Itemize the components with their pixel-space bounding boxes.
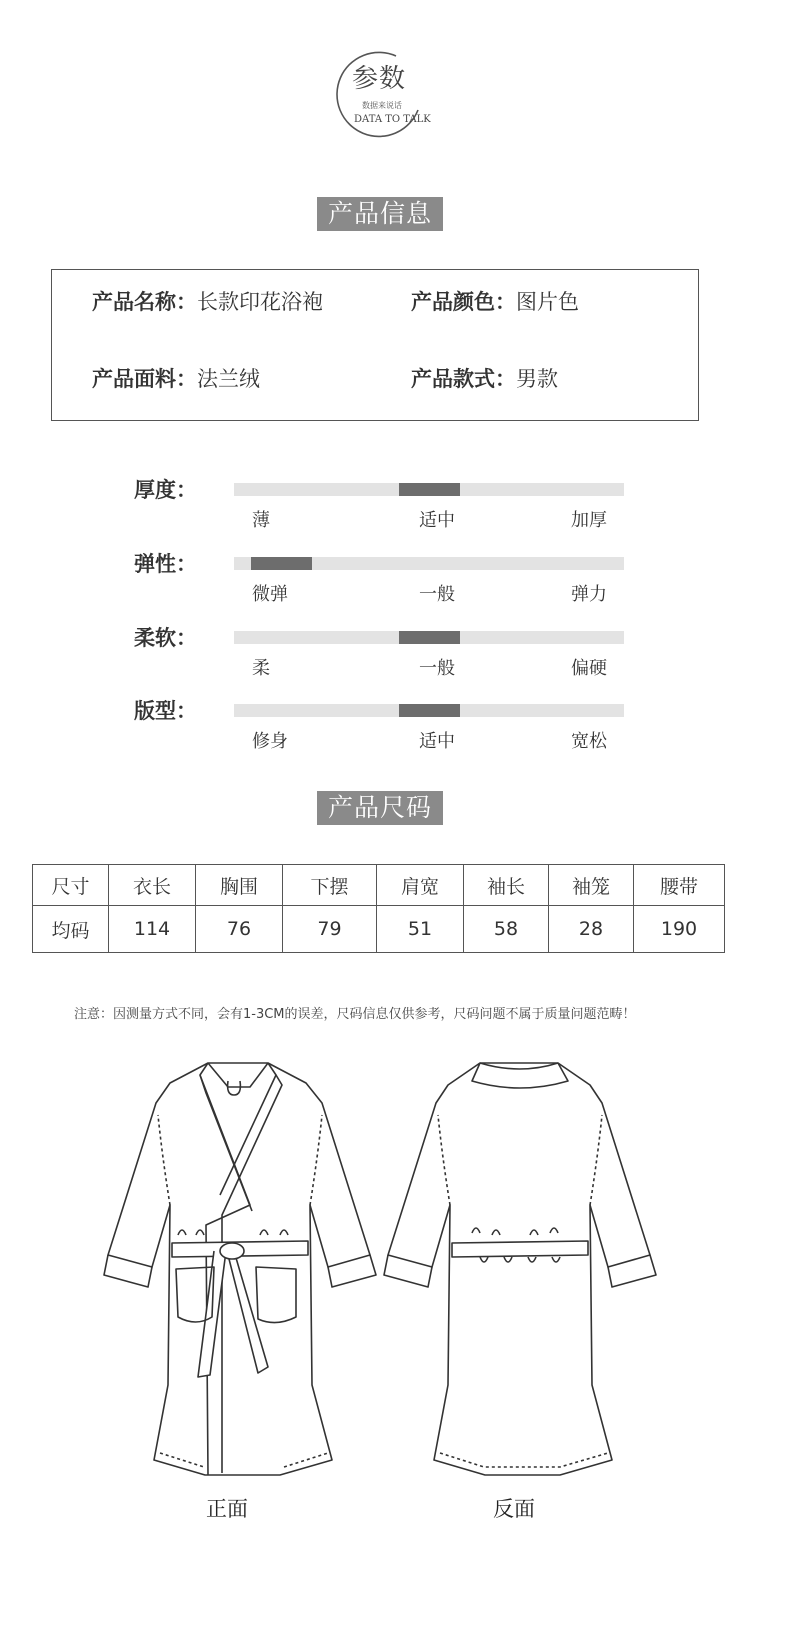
attr-track — [234, 631, 624, 644]
table-cell: 58 — [464, 906, 549, 953]
attr-option-high: 加厚 — [571, 510, 607, 531]
product-fabric-key: 产品面料： — [92, 367, 197, 391]
measurement-note: 注意：因测量方式不同，会有1-3CM的误差，尺码信息仅供参考，尺码问题不属于质量问题范畴！ — [74, 1007, 636, 1022]
attr-option-high: 弹力 — [571, 584, 607, 605]
table-header-row — [33, 865, 725, 906]
table-row — [33, 906, 725, 953]
product-name — [92, 286, 323, 316]
table-cell: 79 — [283, 906, 377, 953]
attr-option-low: 柔 — [252, 658, 270, 679]
table-header-cell: 袖笼 — [549, 865, 634, 906]
attr-label: 版型： — [134, 699, 197, 723]
attr-track — [234, 483, 624, 496]
attr-option-mid: 一般 — [419, 658, 455, 679]
product-name-key: 产品名称： — [92, 290, 197, 314]
brand-logo — [334, 48, 431, 138]
attr-label: 厚度： — [134, 478, 197, 502]
table-cell: 51 — [377, 906, 464, 953]
robe-back-illustration — [380, 1055, 660, 1485]
table-cell: 190 — [634, 906, 725, 953]
table-header-cell: 胸围 — [196, 865, 283, 906]
attr-option-mid: 一般 — [419, 584, 455, 605]
table-header-cell: 下摆 — [283, 865, 377, 906]
attr-label: 弹性： — [134, 552, 197, 576]
product-color-key: 产品颜色： — [411, 290, 516, 314]
product-style-value: 男款 — [516, 367, 558, 391]
table-header-cell: 袖长 — [464, 865, 549, 906]
attr-option-low: 修身 — [252, 731, 288, 752]
attr-level-fill — [399, 483, 460, 496]
attr-option-low: 薄 — [252, 510, 270, 531]
table-cell: 28 — [549, 906, 634, 953]
table-header-cell: 尺寸 — [33, 865, 109, 906]
table-cell: 均码 — [33, 906, 109, 953]
attr-level-fill — [399, 704, 460, 717]
attr-label: 柔软： — [134, 626, 197, 650]
attr-level-fill — [399, 631, 460, 644]
product-color-value: 图片色 — [516, 290, 579, 314]
attr-track — [234, 704, 624, 717]
robe-front-illustration — [100, 1055, 380, 1485]
size-table — [32, 864, 725, 953]
logo-title: 参数 — [351, 64, 406, 94]
product-style-key: 产品款式： — [411, 367, 516, 391]
product-info-box — [51, 269, 699, 421]
table-header-cell: 衣长 — [109, 865, 196, 906]
product-fabric-value: 法兰绒 — [197, 367, 260, 391]
logo-subtitle-en: DATA TO TALK — [354, 114, 431, 125]
product-fabric — [92, 363, 260, 393]
product-name-value: 长款印花浴袍 — [197, 290, 323, 314]
attr-option-mid: 适中 — [419, 510, 455, 531]
product-size-heading: 产品尺码 — [317, 791, 443, 825]
attr-option-mid: 适中 — [419, 731, 455, 752]
attr-option-high: 偏硬 — [571, 658, 607, 679]
attr-level-fill — [251, 557, 312, 570]
front-view-label: 正面 — [206, 1497, 248, 1521]
attr-option-low: 微弹 — [252, 584, 288, 605]
product-info-heading: 产品信息 — [317, 197, 443, 231]
back-view-label: 反面 — [493, 1497, 535, 1521]
table-cell: 76 — [196, 906, 283, 953]
table-header-cell: 腰带 — [634, 865, 725, 906]
attr-track — [234, 557, 624, 570]
table-header-cell: 肩宽 — [377, 865, 464, 906]
product-style — [411, 363, 558, 393]
attr-option-high: 宽松 — [571, 731, 607, 752]
logo-subtitle-cn: 数据来说话 — [362, 101, 402, 110]
product-color — [411, 286, 579, 316]
table-cell: 114 — [109, 906, 196, 953]
